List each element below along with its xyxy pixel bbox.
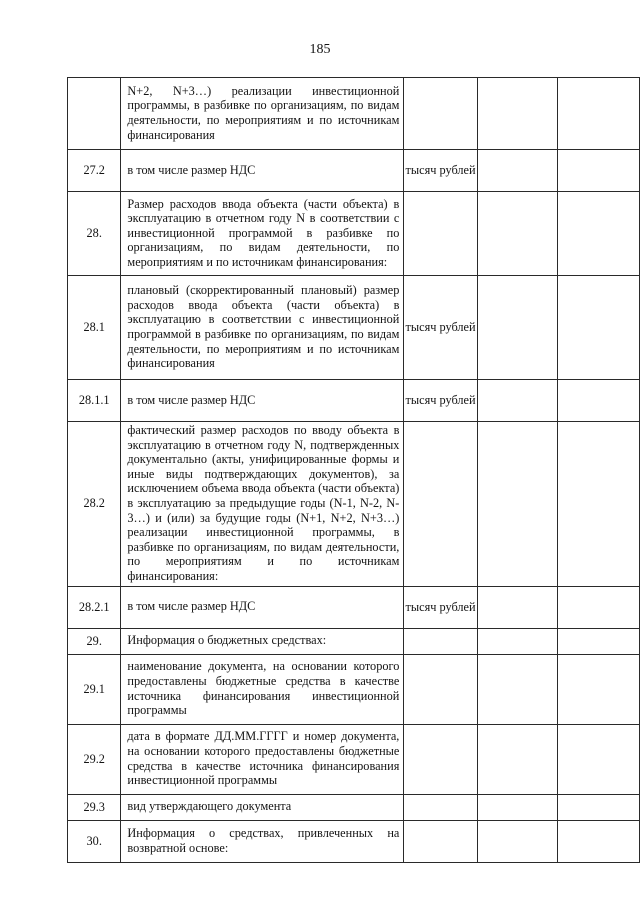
- row-number: 28.1: [68, 276, 121, 380]
- row-description: N+2, N+3…) реализации инвестиционной программы, в разбивке по организациям, по видам деятельности, по мероприятиям и по источникам финансирования: [121, 78, 404, 150]
- page-number: 185: [309, 42, 331, 57]
- value-cell: [477, 820, 557, 862]
- value-cell: [557, 192, 639, 276]
- table-row: [68, 724, 640, 794]
- table-row: [68, 794, 640, 820]
- value-cell: [477, 628, 557, 654]
- value-cell: [557, 654, 639, 724]
- value-cell: [477, 794, 557, 820]
- row-unit: тысяч рублей: [404, 380, 477, 422]
- table-row: [68, 150, 640, 192]
- table-row: [68, 380, 640, 422]
- row-number: 29.2: [68, 724, 121, 794]
- row-description: плановый (скорректированный плановый) размер расходов ввода объекта (части объекта) в эксплуатацию в соответствии с инвестиционной программой в разбивке по организациям, по видам деятельности, по мероприятиям и по источникам финансирования: [121, 276, 404, 380]
- row-description: вид утверждающего документа: [121, 794, 404, 820]
- row-unit: [404, 192, 477, 276]
- row-number: [68, 78, 121, 150]
- value-cell: [477, 192, 557, 276]
- row-unit: тысяч рублей: [404, 586, 477, 628]
- table-row: [68, 628, 640, 654]
- row-description: наименование документа, на основании которого предоставлены бюджетные средства в качестве источника финансирования инвестиционной программы: [121, 654, 404, 724]
- row-unit: [404, 794, 477, 820]
- row-description: Информация о бюджетных средствах:: [121, 628, 404, 654]
- row-description: фактический размер расходов по вводу объекта в эксплуатацию в отчетном году N, подтвержденных документально (акты, унифицированные формы и иные виды подтверждающих документов), за исключением объема ввода объекта (части объекта) в эксплуатацию за предыдущие годы (N-1, N-2, N-3…) и (или) за будущие годы (N+1, N+2, N+3…) реализации инвестиционной программы, в разбивке по организациям, по видам деятельности, по мероприятиям и по источникам финансирования:: [121, 422, 404, 587]
- row-number: 29.: [68, 628, 121, 654]
- value-cell: [557, 820, 639, 862]
- value-cell: [477, 654, 557, 724]
- row-number: 28.2: [68, 422, 121, 587]
- value-cell: [557, 628, 639, 654]
- row-unit: [404, 654, 477, 724]
- table-row: [68, 192, 640, 276]
- value-cell: [477, 380, 557, 422]
- row-unit: [404, 820, 477, 862]
- table-row: [68, 276, 640, 380]
- row-description: Размер расходов ввода объекта (части объекта) в эксплуатацию в отчетном году N в соответствии с инвестиционной программой в разбивке по организациям, по видам деятельности, по мероприятиям и по источникам финансирования:: [121, 192, 404, 276]
- value-cell: [557, 422, 639, 587]
- value-cell: [557, 794, 639, 820]
- value-cell: [557, 276, 639, 380]
- table-row: [68, 654, 640, 724]
- row-number: 28.2.1: [68, 586, 121, 628]
- value-cell: [477, 422, 557, 587]
- row-description: в том числе размер НДС: [121, 150, 404, 192]
- row-description: Информация о средствах, привлеченных на возвратной основе:: [121, 820, 404, 862]
- table-row: [68, 820, 640, 862]
- row-number: 28.: [68, 192, 121, 276]
- value-cell: [557, 586, 639, 628]
- row-unit: тысяч рублей: [404, 150, 477, 192]
- data-table: [67, 77, 640, 863]
- value-cell: [557, 724, 639, 794]
- row-unit: тысяч рублей: [404, 276, 477, 380]
- row-number: 30.: [68, 820, 121, 862]
- value-cell: [557, 380, 639, 422]
- value-cell: [477, 724, 557, 794]
- row-number: 28.1.1: [68, 380, 121, 422]
- row-number: 29.3: [68, 794, 121, 820]
- table-row: [68, 78, 640, 150]
- value-cell: [477, 150, 557, 192]
- row-unit: [404, 422, 477, 587]
- value-cell: [557, 78, 639, 150]
- value-cell: [477, 586, 557, 628]
- value-cell: [477, 276, 557, 380]
- row-unit: [404, 724, 477, 794]
- row-description: в том числе размер НДС: [121, 380, 404, 422]
- row-unit: [404, 78, 477, 150]
- table-row: [68, 422, 640, 587]
- row-number: 27.2: [68, 150, 121, 192]
- row-description: в том числе размер НДС: [121, 586, 404, 628]
- table-row: [68, 586, 640, 628]
- row-unit: [404, 628, 477, 654]
- value-cell: [477, 78, 557, 150]
- row-number: 29.1: [68, 654, 121, 724]
- row-description: дата в формате ДД.ММ.ГГГГ и номер документа, на основании которого предоставлены бюджетные средства в качестве источника финансирования инвестиционной программы: [121, 724, 404, 794]
- value-cell: [557, 150, 639, 192]
